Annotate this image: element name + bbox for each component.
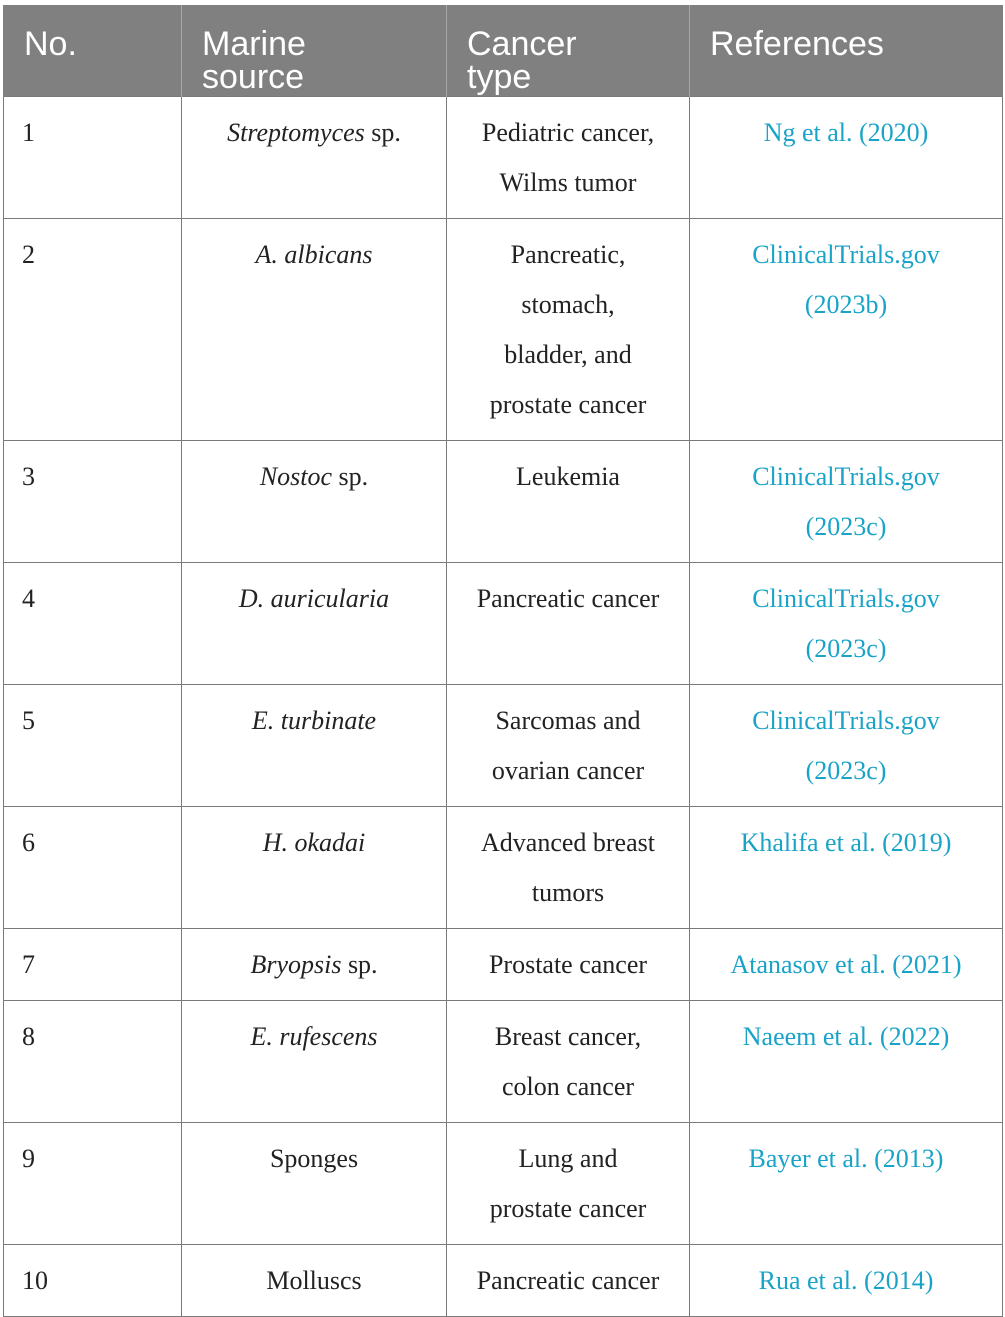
source-text: sp. [341, 950, 378, 979]
reference-cell [690, 807, 1003, 929]
cancer-type-cell [447, 1001, 690, 1123]
table-row [4, 441, 1003, 563]
species-name: D. auricularia [238, 584, 390, 613]
species-name: Streptomyces [227, 118, 365, 147]
reference-cell [690, 929, 1003, 1001]
source-text: sp. [332, 462, 369, 491]
table-row [4, 1123, 1003, 1245]
species-name: E. turbinate [251, 706, 377, 735]
marine-source-cell [182, 929, 447, 1001]
cancer-type-line: Prostate cancer [488, 950, 648, 979]
header-no [4, 6, 182, 97]
source-text: Sponges [269, 1144, 359, 1173]
cancer-type-line: Wilms tumor [499, 168, 637, 197]
cancer-type-cell [447, 929, 690, 1001]
reference-link[interactable] [749, 1144, 944, 1173]
cancer-type-line: Advanced breast [481, 828, 655, 857]
header-row [4, 6, 1003, 97]
reference-cell [690, 219, 1003, 441]
header-marine-source [182, 6, 447, 97]
reference-line: Rua et al. (2014) [758, 1266, 934, 1295]
reference-cell [690, 685, 1003, 807]
cancer-type-line: Breast cancer, [494, 1022, 642, 1051]
marine-source-cell [182, 563, 447, 685]
reference-cell [690, 1001, 1003, 1123]
header-type-line1: Cancer [467, 25, 577, 63]
cancer-type-line: colon cancer [501, 1072, 635, 1101]
header-cancer-type [447, 6, 690, 97]
row-number: 8 [4, 1001, 182, 1123]
reference-line: Ng et al. (2020) [763, 118, 929, 147]
table-header [4, 6, 1003, 97]
marine-source-cell [182, 1001, 447, 1123]
cancer-type-line: Leukemia [516, 462, 620, 491]
table-row [4, 1245, 1003, 1317]
marine-source-cell [182, 441, 447, 563]
table-row [4, 1001, 1003, 1123]
row-number: 9 [4, 1123, 182, 1245]
reference-line: ClinicalTrials.gov [752, 240, 940, 269]
cancer-type-cell [447, 685, 690, 807]
cancer-type-line: Pediatric cancer, [481, 118, 655, 147]
reference-link[interactable] [730, 950, 961, 979]
header-source-line1: Marine [202, 25, 306, 63]
cancer-type-line: tumors [531, 878, 605, 907]
header-references [690, 6, 1003, 97]
reference-line: (2023c) [805, 512, 887, 541]
reference-cell [690, 1123, 1003, 1245]
table-row [4, 97, 1003, 219]
header-references-label: References [710, 25, 884, 63]
reference-link[interactable] [752, 462, 940, 541]
species-name: Nostoc [259, 462, 333, 491]
cancer-type-line: Pancreatic cancer [476, 1266, 660, 1295]
reference-cell [690, 563, 1003, 685]
reference-line: (2023c) [805, 756, 887, 785]
reference-line: ClinicalTrials.gov [752, 584, 940, 613]
table-row [4, 685, 1003, 807]
row-number: 4 [4, 563, 182, 685]
species-name: A. albicans [255, 240, 373, 269]
row-number: 6 [4, 807, 182, 929]
cancer-type-line: Sarcomas and [495, 706, 641, 735]
header-no-label: No. [24, 25, 77, 63]
row-number: 5 [4, 685, 182, 807]
table-row [4, 563, 1003, 685]
header-type-line2: type [467, 58, 532, 96]
marine-source-cell [182, 1123, 447, 1245]
marine-source-cell [182, 685, 447, 807]
species-name: H. okadai [262, 828, 366, 857]
reference-line: Khalifa et al. (2019) [740, 828, 952, 857]
species-name: E. rufescens [250, 1022, 378, 1051]
cancer-type-line: Lung and [518, 1144, 618, 1173]
reference-line: (2023b) [804, 290, 888, 319]
table-row [4, 219, 1003, 441]
cancer-type-line: bladder, and [504, 340, 632, 369]
cancer-type-cell [447, 563, 690, 685]
cancer-type-cell [447, 807, 690, 929]
cancer-type-cell [447, 1123, 690, 1245]
cancer-type-cell [447, 441, 690, 563]
header-source-line2: source [202, 58, 305, 96]
row-number: 7 [4, 929, 182, 1001]
table-row [4, 807, 1003, 929]
cancer-type-cell [447, 219, 690, 441]
row-number: 3 [4, 441, 182, 563]
marine-cancer-table [3, 5, 1003, 1317]
reference-cell [690, 441, 1003, 563]
table-row [4, 929, 1003, 1001]
cancer-type-cell [447, 1245, 690, 1317]
cancer-type-line: stomach, [521, 290, 615, 319]
row-number: 2 [4, 219, 182, 441]
reference-line: (2023c) [805, 634, 887, 663]
cancer-type-line: ovarian cancer [491, 756, 645, 785]
marine-source-cell [182, 219, 447, 441]
reference-line: Bayer et al. (2013) [748, 1144, 944, 1173]
marine-source-cell [182, 97, 447, 219]
cancer-type-cell [447, 97, 690, 219]
reference-link[interactable] [752, 584, 940, 663]
table-body [4, 97, 1003, 1317]
row-number: 10 [4, 1245, 182, 1317]
species-name: Bryopsis [250, 950, 342, 979]
reference-link[interactable] [764, 118, 929, 147]
marine-source-cell [182, 807, 447, 929]
reference-line: ClinicalTrials.gov [752, 462, 940, 491]
row-number: 1 [4, 97, 182, 219]
reference-link[interactable] [759, 1266, 934, 1295]
cancer-type-line: prostate cancer [489, 1194, 647, 1223]
reference-link[interactable] [743, 1022, 949, 1051]
reference-link[interactable] [752, 240, 940, 319]
reference-link[interactable] [741, 828, 952, 857]
reference-line: Naeem et al. (2022) [742, 1022, 950, 1051]
reference-line: ClinicalTrials.gov [752, 706, 940, 735]
cancer-type-line: prostate cancer [489, 390, 647, 419]
source-text: sp. [364, 118, 401, 147]
reference-link[interactable] [752, 706, 940, 785]
reference-line: Atanasov et al. (2021) [730, 950, 962, 979]
cancer-type-line: Pancreatic, [510, 240, 626, 269]
reference-cell [690, 97, 1003, 219]
marine-source-cell [182, 1245, 447, 1317]
reference-cell [690, 1245, 1003, 1317]
source-text: Molluscs [266, 1266, 362, 1295]
cancer-type-line: Pancreatic cancer [476, 584, 660, 613]
